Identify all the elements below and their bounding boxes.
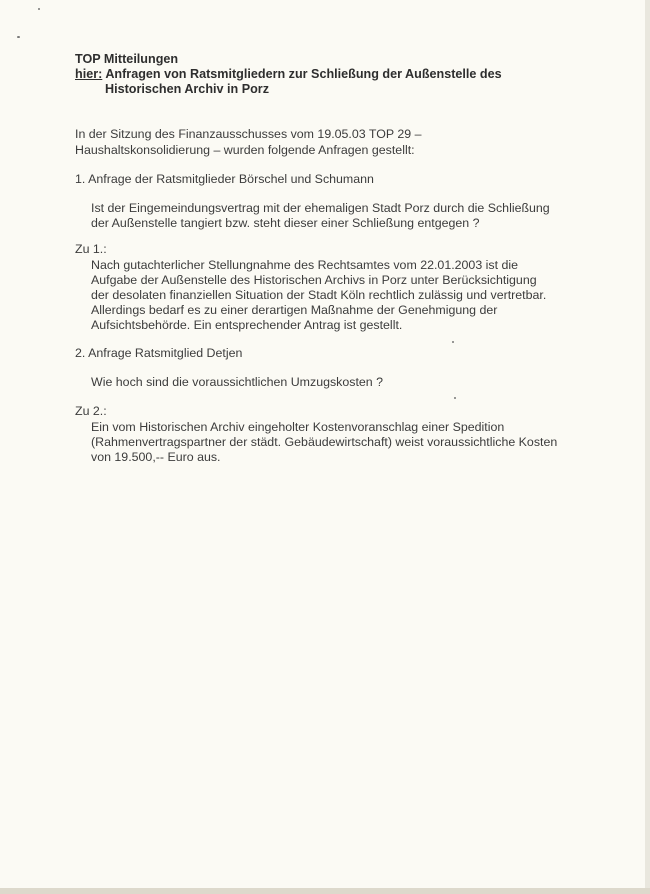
scan-speck <box>454 397 456 399</box>
intro-line-2: Haushaltskonsolidierung – wurden folgende Anfragen gestellt: <box>75 143 415 157</box>
subject-text-1: Anfragen von Ratsmitgliedern zur Schließung der Außenstelle des <box>102 67 502 81</box>
answer-1-line: der desolaten finanziellen Situation der Stadt Köln rechtlich zulässig und vertretbar. <box>91 288 547 302</box>
intro-line-1: In der Sitzung des Finanzausschusses vom 19.05.03 TOP 29 – <box>75 127 422 141</box>
scan-speck <box>17 36 20 38</box>
subject-line-1 <box>75 67 502 82</box>
question-1-text-2: der Außenstelle tangiert bzw. steht dieser einer Schließung entgegen ? <box>91 216 480 230</box>
answer-2-line: (Rahmenvertragspartner der städt. Gebäudewirtschaft) weist voraussichtliche Kosten <box>91 435 558 449</box>
hier-label: hier: <box>75 67 103 81</box>
answer-1-label: Zu 1.: <box>75 242 107 256</box>
question-2-heading: 2. Anfrage Ratsmitglied Detjen <box>75 346 243 360</box>
answer-1-line: Aufgabe der Außenstelle des Historischen Archivs in Porz unter Berücksichtigung <box>91 273 537 287</box>
question-1-heading: 1. Anfrage der Ratsmitglieder Börschel und Schumann <box>75 172 374 186</box>
answer-1-line: Allerdings bedarf es zu einer derartigen Maßnahme der Genehmigung der <box>91 303 498 317</box>
scan-speck <box>452 341 454 343</box>
top-heading: TOP Mitteilungen <box>75 52 179 66</box>
page-edge-bottom <box>0 888 650 894</box>
answer-2-line: von 19.500,-- Euro aus. <box>91 450 221 464</box>
question-2-text: Wie hoch sind die voraussichtlichen Umzugskosten ? <box>91 375 384 389</box>
answer-2-label: Zu 2.: <box>75 404 107 418</box>
scan-speck <box>38 8 40 10</box>
question-1-text-1: Ist der Eingemeindungsvertrag mit der ehemaligen Stadt Porz durch die Schließung <box>91 201 550 215</box>
page-edge-right <box>645 0 650 894</box>
answer-1-line: Aufsichtsbehörde. Ein entsprechender Antrag ist gestellt. <box>91 318 403 332</box>
answer-2-line: Ein vom Historischen Archiv eingeholter Kostenvoranschlag einer Spedition <box>91 420 505 434</box>
subject-line-2: Historischen Archiv in Porz <box>105 82 269 96</box>
answer-1-line: Nach gutachterlicher Stellungnahme des Rechtsamtes vom 22.01.2003 ist die <box>91 258 519 272</box>
